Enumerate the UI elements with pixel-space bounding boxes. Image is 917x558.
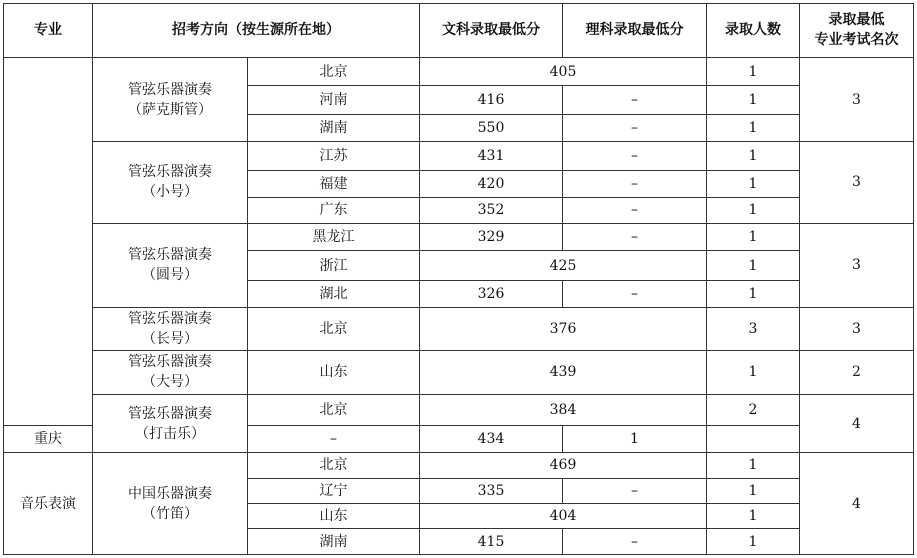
table-row — [4, 142, 914, 170]
region-cell: 浙江 — [248, 250, 420, 280]
table-row — [4, 57, 914, 85]
merged-score-cell: 425 — [420, 250, 707, 280]
arts-score-cell: 415 — [420, 529, 563, 555]
header-arts-min: 文科录取最低分 — [420, 4, 563, 58]
region-cell: 广东 — [248, 198, 420, 223]
admission-table — [3, 3, 914, 555]
header-direction: 招考方向（按生源所在地） — [93, 4, 420, 58]
direction-cell: 管弦乐器演奏 （打击乐） — [93, 395, 248, 453]
direction-cell: 管弦乐器演奏 （圆号） — [93, 223, 248, 307]
table-row — [4, 453, 914, 478]
sci-score-cell: – — [563, 142, 707, 170]
table-row — [4, 307, 914, 350]
count-cell: 1 — [707, 281, 800, 307]
count-cell: 1 — [707, 114, 800, 141]
rank-cell: 4 — [800, 453, 914, 555]
count-cell: 1 — [707, 86, 800, 114]
count-cell: 1 — [707, 504, 800, 529]
rank-cell: 3 — [800, 57, 914, 141]
merged-score-cell: 439 — [420, 350, 707, 395]
region-cell: 北京 — [248, 307, 420, 350]
count-cell: 1 — [707, 529, 800, 555]
rank-cell: 2 — [800, 350, 914, 395]
region-cell: 北京 — [248, 395, 420, 425]
direction-cell: 中国乐器演奏 （竹笛） — [93, 453, 248, 555]
arts-score-cell: 431 — [420, 142, 563, 170]
arts-score-cell: 420 — [420, 170, 563, 197]
table-row — [4, 350, 914, 395]
region-cell: 湖南 — [248, 114, 420, 141]
sci-score-cell: – — [563, 223, 707, 250]
header-rank: 录取最低 专业考试名次 — [800, 4, 914, 58]
sci-score-cell: – — [563, 198, 707, 223]
arts-score-cell: 326 — [420, 281, 563, 307]
region-cell: 黑龙江 — [248, 223, 420, 250]
count-cell: 3 — [707, 307, 800, 350]
region-cell: 辽宁 — [248, 478, 420, 503]
header-major: 专业 — [4, 4, 93, 58]
merged-score-cell: 469 — [420, 453, 707, 478]
arts-score-cell: 416 — [420, 86, 563, 114]
sci-score-cell: – — [563, 281, 707, 307]
count-cell: 2 — [707, 395, 800, 425]
arts-score-cell: 352 — [420, 198, 563, 223]
merged-score-cell: 384 — [420, 395, 707, 425]
sci-score-cell: – — [563, 478, 707, 503]
direction-cell: 管弦乐器演奏 （萨克斯管） — [93, 57, 248, 141]
count-cell: 1 — [707, 350, 800, 395]
count-cell: 1 — [707, 223, 800, 250]
arts-score-cell: – — [248, 425, 420, 452]
region-cell: 北京 — [248, 453, 420, 478]
arts-score-cell: 550 — [420, 114, 563, 141]
merged-score-cell: 404 — [420, 504, 707, 529]
table-row — [4, 395, 914, 425]
sci-score-cell: – — [563, 170, 707, 197]
count-cell: 1 — [707, 198, 800, 223]
region-cell: 北京 — [248, 57, 420, 85]
sci-score-cell: – — [563, 114, 707, 141]
header-sci-min: 理科录取最低分 — [563, 4, 707, 58]
rank-cell: 3 — [800, 223, 914, 307]
sci-score-cell: 434 — [420, 425, 563, 452]
rank-cell: 3 — [800, 142, 914, 223]
direction-cell: 管弦乐器演奏 （长号） — [93, 307, 248, 350]
region-cell: 福建 — [248, 170, 420, 197]
region-cell: 江苏 — [248, 142, 420, 170]
merged-score-cell: 405 — [420, 57, 707, 85]
region-cell: 重庆 — [4, 425, 93, 452]
major-cell: 音乐表演 — [4, 453, 93, 555]
arts-score-cell: 335 — [420, 478, 563, 503]
rank-cell: 4 — [800, 395, 914, 453]
direction-cell: 管弦乐器演奏 （大号） — [93, 350, 248, 395]
sci-score-cell: – — [563, 86, 707, 114]
count-cell: 1 — [707, 478, 800, 503]
region-cell: 山东 — [248, 350, 420, 395]
header-count: 录取人数 — [707, 4, 800, 58]
count-cell: 1 — [707, 142, 800, 170]
table-row — [4, 223, 914, 250]
count-cell: 1 — [707, 57, 800, 85]
region-cell: 湖南 — [248, 529, 420, 555]
arts-score-cell: 329 — [420, 223, 563, 250]
merged-score-cell: 376 — [420, 307, 707, 350]
major-cell — [4, 57, 93, 425]
count-cell: 1 — [707, 453, 800, 478]
sci-score-cell: – — [563, 529, 707, 555]
count-cell: 1 — [707, 170, 800, 197]
region-cell: 山东 — [248, 504, 420, 529]
count-cell: 1 — [563, 425, 707, 452]
region-cell: 湖北 — [248, 281, 420, 307]
direction-cell: 管弦乐器演奏 （小号） — [93, 142, 248, 223]
header-row — [4, 4, 914, 58]
rank-cell: 3 — [800, 307, 914, 350]
count-cell: 1 — [707, 250, 800, 280]
region-cell: 河南 — [248, 86, 420, 114]
